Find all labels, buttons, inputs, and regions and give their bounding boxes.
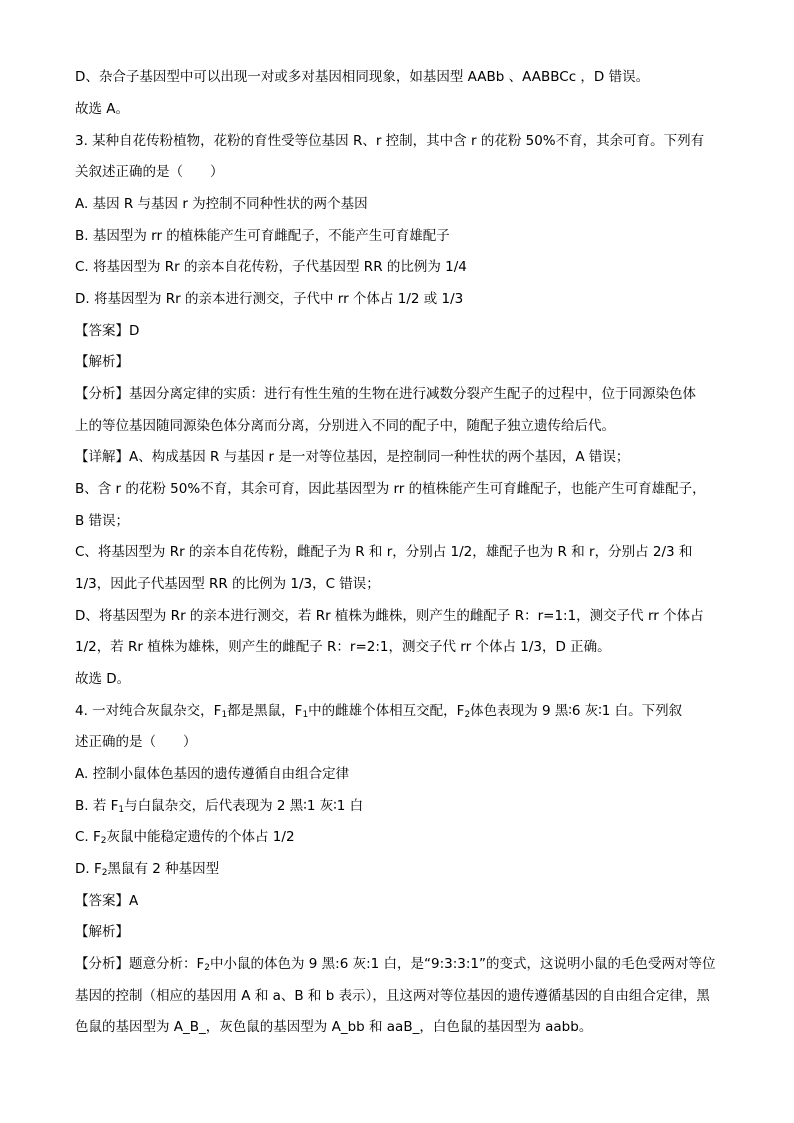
text-line: 故选 A。 xyxy=(75,101,130,117)
option-d: D. $F_2$黑鼠有 2 种基因型 xyxy=(75,861,220,878)
option-b: B. 若 $F_1$与白鼠杂交，后代表现为 2 黑∶1 灰∶1 白 xyxy=(75,798,364,815)
option-c: C. $F_2$灰鼠中能稳定遗传的个体占 1/2 xyxy=(75,829,295,846)
analysis-text: 色鼠的基因型为 A_B_，灰色鼠的基因型为 A_bb 和 aaB_，白色鼠的基因型为 aabb。 xyxy=(75,1019,593,1035)
text-line: D、杂合子基因型中可以出现一对或多对基因相同现象，如基因型 AABb 、AABBCc ，D 错误。 xyxy=(75,69,650,85)
question-4-stem: 4. 一对纯合灰鼠杂交，$F_1$都是黑鼠，$F_1$中的雌雄个体相互交配，$F_2$体色表现为 9 黑∶6 灰∶1 白。下列叙 xyxy=(75,703,683,720)
text-line: 故选 D。 xyxy=(75,671,131,687)
analysis-text: 上的等位基因随同源染色体分离而分离，分别进入不同的配子中，随配子独立遗传给后代。 xyxy=(75,418,615,434)
analysis-label: 【解析】 xyxy=(75,924,129,940)
answer-label: 【答案】A xyxy=(75,893,139,909)
option-a: A. 控制小鼠体色基因的遗传遵循自由组合定律 xyxy=(75,766,350,782)
answer-label: 【答案】D xyxy=(75,323,140,339)
option-c: C. 将基因型为 Rr 的亲本自花传粉，子代基因型 RR 的比例为 1/4 xyxy=(75,259,467,275)
analysis-label: 【解析】 xyxy=(75,354,129,370)
analysis-text: 【分析】题意分析：$F_2$中小鼠的体色为 9 黑:6 灰:1 白，是“9:3:3:1”的变式，这说明小鼠的毛色受两对等位 xyxy=(75,956,716,973)
detail-text: 【详解】A、构成基因 R 与基因 r 是一对等位基因，是控制同一种性状的两个基因，A 错误； xyxy=(75,449,630,465)
analysis-text: 【分析】基因分离定律的实质：进行有性生殖的生物在进行减数分裂产生配子的过程中，位于同源染色体 xyxy=(75,386,696,402)
detail-text: 1/2，若 Rr 植株为雄株，则产生的雌配子 R：r=2:1，测交子代 rr 个体占 1/3，D 正确。 xyxy=(75,639,611,655)
option-b: B. 基因型为 rr 的植株能产生可育雌配子，不能产生可育雄配子 xyxy=(75,228,450,244)
question-3-stem: 关叙述正确的是（ ） xyxy=(75,164,224,180)
detail-text: C、将基因型为 Rr 的亲本自花传粉，雌配子为 R 和 r，分别占 1/2，雄配子也为 R 和 r，分别占 2/3 和 xyxy=(75,544,693,560)
detail-text: B 错误； xyxy=(75,513,130,529)
detail-text: 1/3，因此子代基因型 RR 的比例为 1/3，C 错误； xyxy=(75,576,380,592)
detail-text: D、将基因型为 Rr 的亲本进行测交，若 Rr 植株为雌株，则产生的雌配子 R：r=1:1，测交子代 rr 个体占 xyxy=(75,608,704,624)
option-a: A. 基因 R 与基因 r 为控制不同种性状的两个基因 xyxy=(75,196,368,212)
analysis-text: 基因的控制（相应的基因用 A 和 a、B 和 b 表示），且这两对等位基因的遗传遵循基因的自由组合定律，黑 xyxy=(75,988,710,1004)
question-3-stem: 3. 某种自花传粉植物，花粉的育性受等位基因 R、r 控制，其中含 r 的花粉 50%不育，其余可育。下列有 xyxy=(75,133,705,149)
option-d: D. 将基因型为 Rr 的亲本进行测交，子代中 rr 个体占 1/2 或 1/3 xyxy=(75,291,464,307)
question-4-stem: 述正确的是（ ） xyxy=(75,734,197,750)
detail-text: B、含 r 的花粉 50%不育，其余可育，因此基因型为 rr 的植株能产生可育雌配子，也能产生可育雄配子， xyxy=(75,481,706,497)
